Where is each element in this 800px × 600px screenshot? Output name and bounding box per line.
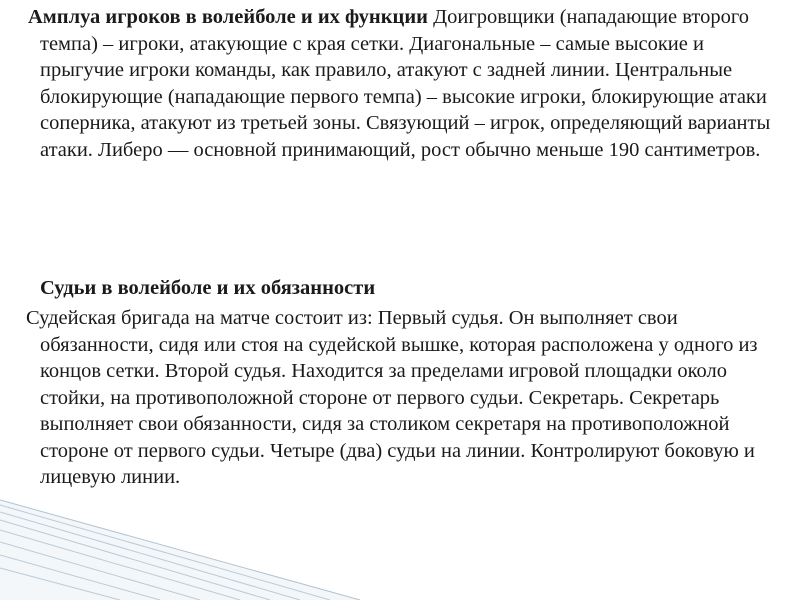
section2-body: Судейская бригада на матче состоит из: Первый судья. Он выполняет свои обязанности, сидя или стоя на судейской вышке, которая расположена у одного из концов сетки. Второй судья. Находится за пределами игровой площадки около стойки, на противоположной стороне от первого судьи. Секретарь. Секретарь выполняет свои обязанности, сидя за столиком секретаря на противоположной стороне от первого судьи. Четыре (два) судьи на линии. Контролируют боковую и лицевую линии. bbox=[26, 307, 758, 488]
paragraph-player-roles bbox=[28, 4, 780, 163]
deco-shade bbox=[0, 500, 360, 600]
section1-title: Амплуа игроков в волейболе и их функции bbox=[28, 6, 428, 28]
section2-title: Судьи в волейболе и их обязанности bbox=[40, 277, 376, 299]
section1-body: Доигровщики (нападающие второго темпа) – игроки, атакующие с края сетки. Диагональные – самые высокие и прыгучие игроки команды, как правило, атакуют с задней линии. Центральные блокирующие (нападающие первого темпа) – высокие игроки, блокирующие атаки соперника, атакуют из третьей зоны. Связующий – игрок, определяющий варианты атаки. Либеро — основной принимающий, рост обычно меньше 190 сантиметров. bbox=[40, 6, 771, 161]
